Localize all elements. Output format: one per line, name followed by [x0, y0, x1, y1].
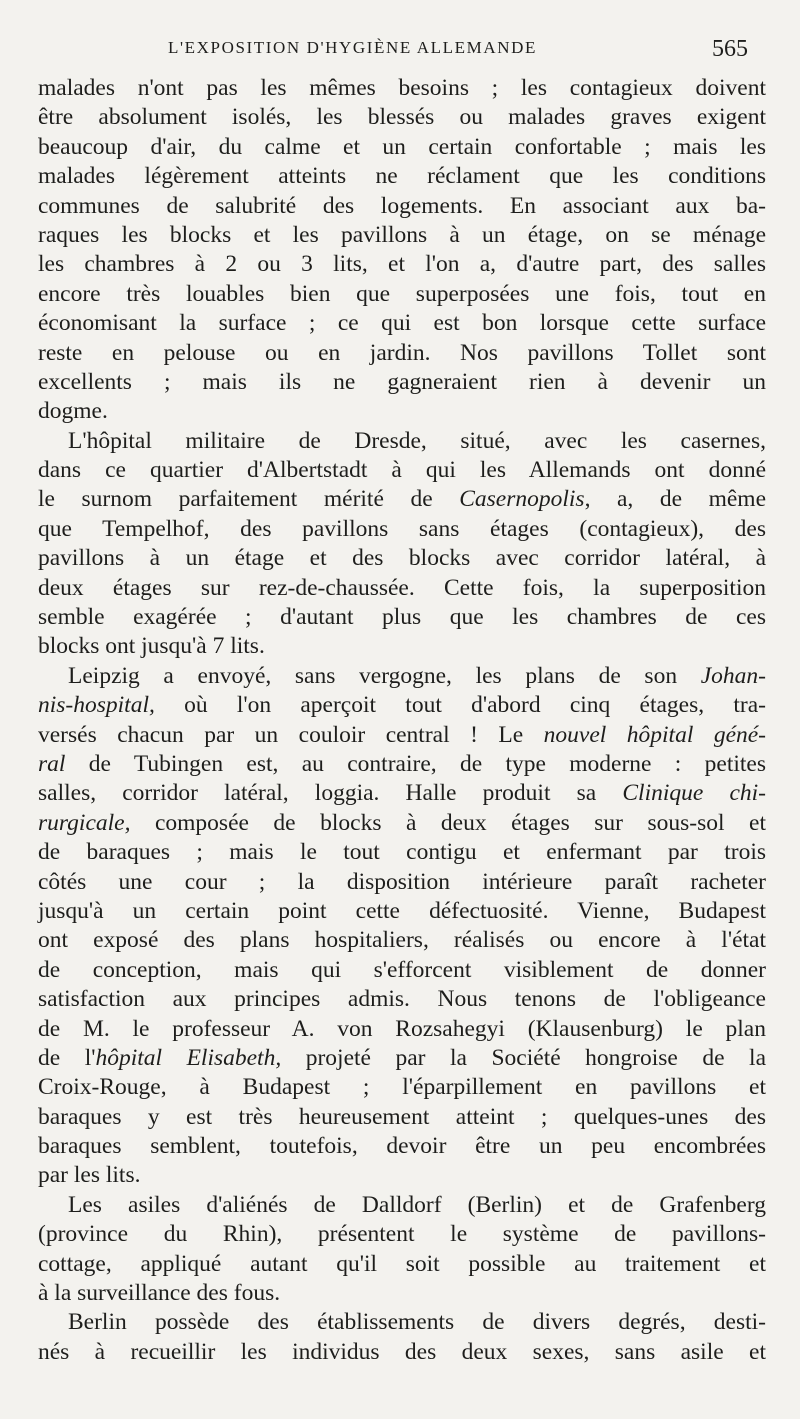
text-line: baraques semblent, toutefois, devoir être un peu encombrées — [38, 1133, 766, 1160]
text-line: ont exposé des plans hospitaliers, réalisés ou encore à l'état — [38, 927, 766, 954]
text-line — [38, 691, 766, 720]
text-line — [38, 809, 766, 838]
text-line: semble exagérée ; d'autant plus que les chambres de ces — [38, 604, 766, 631]
text-line: nés à recueillir les individus des deux sexes, sans asile et — [38, 1338, 766, 1365]
text-line: malades légèrement atteints ne réclament que les conditions — [38, 163, 766, 190]
text-line — [38, 750, 766, 779]
paragraph-start-line: Les asiles d'aliénés de Dalldorf (Berlin) et de Grafenberg — [68, 1191, 766, 1218]
text-line: raques les blocks et les pavillons à un étage, on se ménage — [38, 221, 766, 248]
paragraph-start-line — [38, 662, 766, 691]
text-line: les chambres à 2 ou 3 lits, et l'on a, d'autre part, des salles — [38, 251, 766, 278]
body-text — [38, 74, 766, 1367]
italic-term: rurgicale, — [38, 809, 131, 836]
italic-term: hôpital Elisabeth, — [95, 1044, 282, 1071]
text-line: malades n'ont pas les mêmes besoins ; les contagieux doivent — [38, 75, 766, 101]
text-segment: , a, de même — [584, 486, 767, 513]
italic-term: Johan- — [700, 662, 766, 689]
italic-term: ral — [38, 750, 66, 777]
text-line — [38, 1044, 766, 1073]
italic-term: nouvel hôpital géné- — [543, 721, 767, 748]
italic-term: Clinique chi- — [622, 780, 767, 807]
text-line: deux étages sur rez-de-chaussée. Cette fois, la superposition — [38, 574, 766, 601]
text-line: côtés une cour ; la disposition intérieure paraît racheter — [38, 868, 766, 895]
paragraph-start-line: L'hôpital militaire de Dresde, situé, avec les casernes, — [68, 427, 766, 454]
italic-term: Casernopolis — [459, 486, 585, 513]
text-segment: le surnom parfaitement mérité de — [38, 486, 433, 513]
text-line — [38, 485, 766, 514]
text-segment: Leipzig a envoyé, sans vergogne, les plans de son — [68, 662, 678, 689]
text-line — [38, 779, 766, 808]
text-line: pavillons à un étage et des blocks avec corridor latéral, à — [38, 545, 766, 572]
text-segment: de l' — [38, 1044, 96, 1071]
text-segment: projeté par la Société hongroise de la — [305, 1044, 767, 1071]
text-segment: versés chacun par un couloir central ! Le — [38, 721, 524, 748]
text-line: de M. le professeur A. von Rozsahegyi (Klausenburg) le plan — [38, 1015, 766, 1042]
paragraph-end-line: dogme. — [38, 398, 108, 425]
running-title: L'EXPOSITION D'HYGIÈNE ALLEMANDE — [168, 38, 537, 57]
paragraph-end-line: blocks ont jusqu'à 7 lits. — [38, 633, 265, 660]
text-line: de baraques ; mais le tout contigu et enfermant par trois — [38, 839, 766, 866]
text-line: (province du Rhin), présentent le système de pavillons- — [38, 1221, 766, 1248]
text-line: beaucoup d'air, du calme et un certain confortable ; mais les — [38, 133, 766, 160]
text-line: reste en pelouse ou en jardin. Nos pavillons Tollet sont — [38, 339, 766, 366]
text-line: dans ce quartier d'Albertstadt à qui les Allemands ont donné — [38, 457, 766, 484]
text-line: encore très louables bien que superposées une fois, tout en — [38, 280, 766, 307]
text-line: baraques y est très heureusement atteint ; quelques-unes des — [38, 1103, 766, 1130]
text-line: cottage, appliqué autant qu'il soit possible au traitement et — [38, 1250, 766, 1277]
text-segment: composée de blocks à deux étages sur sous-sol et — [154, 809, 766, 836]
italic-term: nis-hospital, — [38, 692, 155, 719]
text-segment: salles, corridor latéral, loggia. Halle produit sa — [38, 780, 597, 807]
page-number: 565 — [712, 36, 748, 62]
text-line: économisant la surface ; ce qui est bon lorsque cette surface — [38, 310, 766, 337]
paragraph-end-line: par les lits. — [38, 1162, 141, 1189]
text-line: de conception, mais qui s'efforcent visiblement de donner — [38, 956, 766, 983]
text-line: satisfaction aux principes admis. Nous tenons de l'obligeance — [38, 986, 766, 1013]
text-line: être absolument isolés, les blessés ou malades graves exigent — [38, 104, 766, 131]
text-line: excellents ; mais ils ne gagneraient rien à devenir un — [38, 368, 766, 395]
text-segment: de Tubingen est, au contraire, de type moderne : petites — [88, 750, 767, 777]
text-line: que Tempelhof, des pavillons sans étages (contagieux), des — [38, 515, 766, 542]
text-line — [38, 721, 766, 750]
text-line: Croix-Rouge, à Budapest ; l'éparpillement en pavillons et — [38, 1074, 766, 1101]
paragraph-end-line: à la surveillance des fous. — [38, 1280, 281, 1307]
text-line: communes de salubrité des logements. En associant aux ba- — [38, 192, 766, 219]
page-header — [0, 34, 800, 74]
text-line: jusqu'à un certain point cette défectuosité. Vienne, Budapest — [38, 897, 766, 924]
text-segment: où l'on aperçoit tout d'abord cinq étages, tra- — [184, 692, 766, 719]
paragraph-start-line: Berlin possède des établissements de divers degrés, desti- — [68, 1309, 766, 1336]
